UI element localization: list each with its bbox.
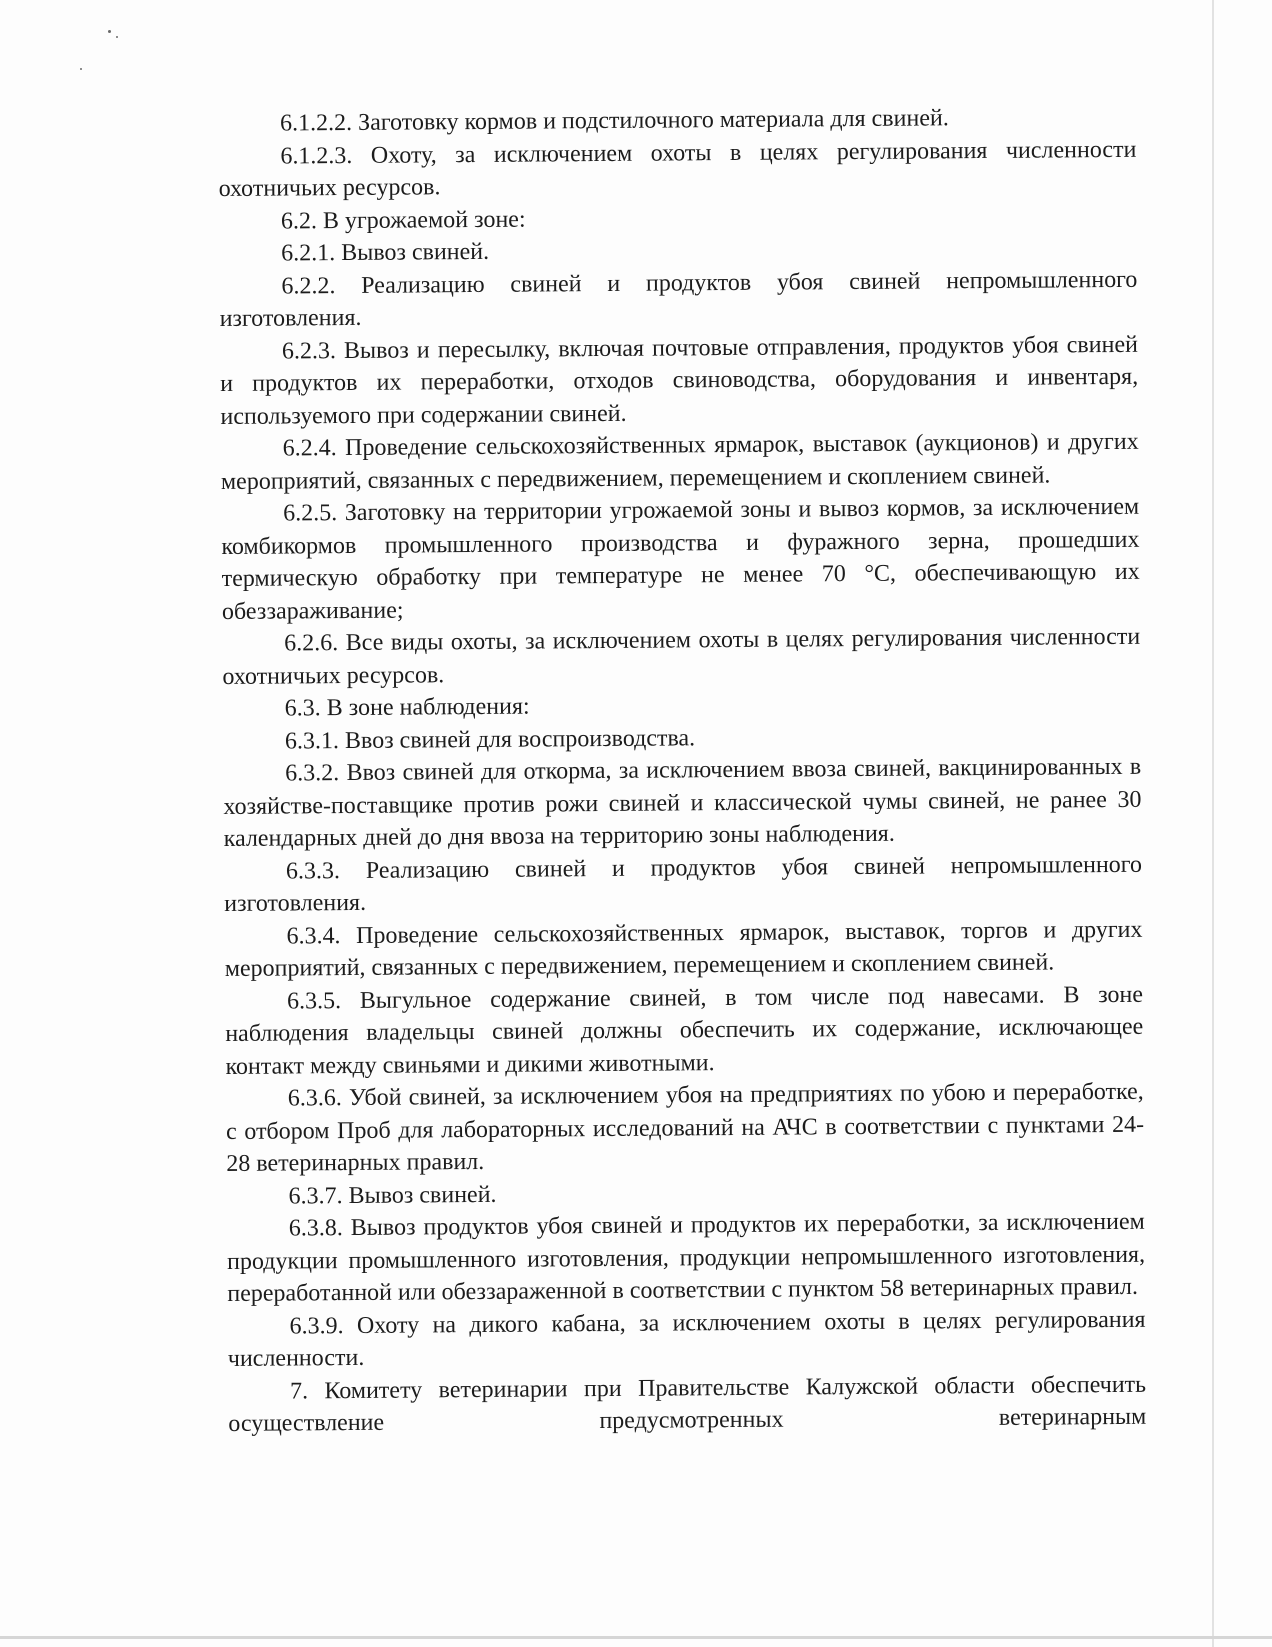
paragraph-6-3: 6.3. В зоне наблюдения: <box>284 693 530 722</box>
paragraph-6-2-3: 6.2.3. Вывоз и пересылку, включая почтовые отправления, продуктов убоя свиней и продуктов их переработки, отходов свиноводства, оборудования и инвентаря, используемого при содержании свиней. <box>220 331 1139 430</box>
paragraph-6-3-2: 6.3.2. Ввоз свиней для откорма, за исключением ввоза свиней, вакцинированных в хозяйстве-поставщике против рожи свиней и классической чумы свиней, не ранее 30 календарных дней до дня ввоза на территорию зоны наблюдения. <box>223 753 1142 852</box>
paragraph-7: 7. Комитету ветеринарии при Правительстве Калужской области обеспечить осуществление предусмотренных ветеринарным <box>228 1371 1147 1437</box>
paragraph-6-3-8: 6.3.8. Вывоз продуктов убоя свиней и продуктов их переработки, за исключением продукции промышленного изготовления, продукции непромышленного изготовления, переработанной или обеззараженной в соответствии с пунктом 58 ветеринарных правил. <box>226 1208 1146 1307</box>
paragraph-6-3-3: 6.3.3. Реализацию свиней и продуктов убоя свиней непромышленного изготовления. <box>224 851 1143 917</box>
paragraph-6-3-5: 6.3.5. Выгульное содержание свиней, в том числе под навесами. В зоне наблюдения владельцы свиней должны обеспечить их содержание, исключающее контакт между свиньями и дикими животными. <box>225 981 1144 1080</box>
scan-speck <box>108 30 111 33</box>
paragraph-6-2-2: 6.2.2. Реализацию свиней и продуктов убоя свиней непромышленного изготовления. <box>219 266 1138 332</box>
paragraph-6-3-4: 6.3.4. Проведение сельскохозяйственных ярмарок, выставок, торгов и других мероприятий, связанных с передвижением, перемещением и скоплением свиней. <box>224 916 1143 982</box>
paragraph-6-2-6: 6.2.6. Все виды охоты, за исключением охоты в целях регулирования численности охотничьих ресурсов. <box>222 623 1141 690</box>
paragraph-6-2: 6.2. В угрожаемой зоне: <box>280 206 526 235</box>
paragraph-6-2-1: 6.2.1. Вывоз свиней. <box>281 238 490 267</box>
paragraph-6-2-4: 6.2.4. Проведение сельскохозяйственных ярмарок, выставок (аукционов) и других мероприятий, связанных с передвижением, перемещением и скоплением свиней. <box>220 428 1139 495</box>
paragraph-6-1-2-2: 6.1.2.2. Заготовку кормов и подстилочного материала для свиней. <box>280 105 949 137</box>
paragraph-6-3-6: 6.3.6. Убой свиней, за исключением убоя на предприятиях по убою и переработке, с отбором Проб для лабораторных исследований на АЧС в соответствии с пунктами 24-28 ветеринарных правил. <box>225 1078 1145 1177</box>
scan-speck <box>80 68 82 70</box>
scan-speck <box>116 36 118 38</box>
paragraph-6-2-5: 6.2.5. Заготовку на территории угрожаемой зоны и вывоз кормов, за исключением комбикормов промышленного производства и фуражного зерна, прошедших термическую обработку при температуре не менее 70 °С, обеспечивающую их обеззараживание; <box>221 493 1140 625</box>
paragraph-6-3-7: 6.3.7. Вывоз свиней. <box>288 1181 497 1209</box>
paragraph-6-1-2-3: 6.1.2.3. Охоту, за исключением охоты в целях регулирования численности охотничьих ресурсов. <box>218 136 1137 202</box>
page-edge-right <box>1212 0 1214 1647</box>
paragraph-6-3-9: 6.3.9. Охоту на дикого кабана, за исключением охоты в целях регулирования численности. <box>227 1306 1146 1372</box>
paragraph-6-3-1: 6.3.1. Ввоз свиней для воспроизводства. <box>284 724 696 754</box>
document-body <box>218 101 1146 1441</box>
page-edge-bottom <box>0 1636 1272 1639</box>
